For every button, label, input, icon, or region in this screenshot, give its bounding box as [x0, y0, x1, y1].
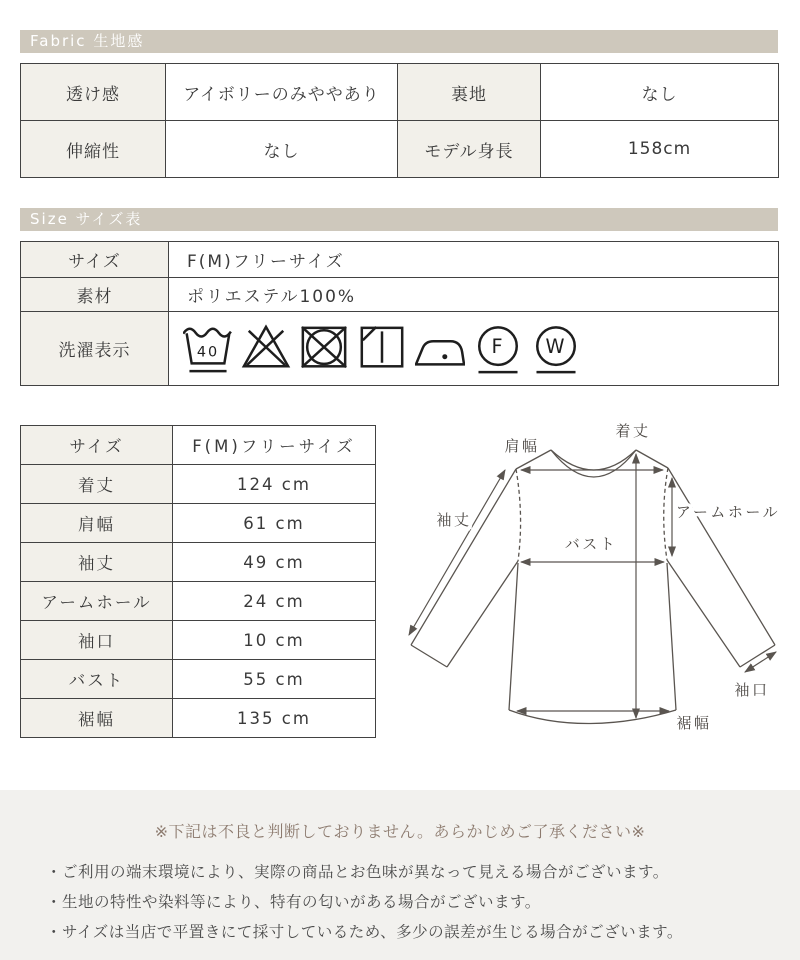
measurement-value: 55 cm — [173, 660, 376, 699]
size-value-material: ポリエステル100% — [169, 278, 779, 312]
fabric-value-lining: なし — [541, 64, 779, 121]
iron-low-heat-icon — [415, 320, 465, 378]
size-value-size: F(M)フリーサイズ — [169, 242, 779, 278]
notes-list — [0, 857, 800, 947]
table-row — [21, 699, 376, 738]
diagram-label-sleeve-length: 袖丈 — [436, 511, 472, 529]
dry-clean-F-gentle-icon — [473, 320, 523, 378]
fabric-value-model-height: 158cm — [541, 121, 779, 178]
measurement-value: 10 cm — [173, 621, 376, 660]
list-item: ・サイズは当店で平置きにて採寸しているため、多少の誤差が生じる場合がございます。 — [46, 923, 683, 941]
fabric-header-model-height: モデル身長 — [398, 121, 541, 178]
measurement-label: アームホール — [21, 582, 173, 621]
table-row — [21, 621, 376, 660]
list-item: ・ご利用の端末環境により、実際の商品とお色味が異なって見える場合がございます。 — [46, 863, 669, 881]
diagram-label-body-length: 着丈 — [615, 422, 651, 440]
table-row — [21, 312, 779, 386]
no-tumble-dry-icon — [299, 320, 349, 378]
garment-outline — [411, 450, 775, 724]
fabric-value-sheerness: アイボリーのみややあり — [166, 64, 398, 121]
measurement-label: 着丈 — [21, 465, 173, 504]
no-bleach-icon — [241, 320, 291, 378]
diagram-label-cuff: 袖口 — [734, 681, 770, 699]
measurement-label: 袖丈 — [21, 543, 173, 582]
table-row — [21, 465, 376, 504]
table-row — [21, 504, 376, 543]
wet-clean-W-gentle-icon — [531, 320, 581, 378]
size-header-material: 素材 — [21, 278, 169, 312]
wash-temp-label: 40 — [196, 344, 220, 361]
wash-40-gentle-icon — [183, 320, 233, 378]
measurement-value: 24 cm — [173, 582, 376, 621]
table-row — [21, 242, 779, 278]
table-row — [21, 64, 779, 121]
drip-dry-in-shade-icon — [357, 320, 407, 378]
wet-clean-letter: W — [545, 334, 567, 358]
fabric-table — [20, 63, 779, 178]
dry-clean-letter: F — [491, 334, 505, 358]
measurements-table — [20, 425, 376, 738]
fabric-header-stretch: 伸縮性 — [21, 121, 166, 178]
list-item: ・生地の特性や染料等により、特有の匂いがある場合がございます。 — [46, 893, 541, 911]
measurements-header-label: サイズ — [21, 426, 173, 465]
fabric-header-sheerness: 透け感 — [21, 64, 166, 121]
table-row — [21, 543, 376, 582]
notes-title: ※下記は不良と判断しておりません。あらかじめご了承ください※ — [154, 822, 646, 841]
size-table — [20, 241, 779, 386]
measurements-header-value: F(M)フリーサイズ — [173, 426, 376, 465]
table-row — [21, 582, 376, 621]
diagram-label-shoulder-width: 肩幅 — [504, 437, 540, 455]
measurement-label: 裾幅 — [21, 699, 173, 738]
care-symbols-cell — [169, 312, 779, 386]
measurement-value: 49 cm — [173, 543, 376, 582]
measurement-value: 124 cm — [173, 465, 376, 504]
table-row — [21, 278, 779, 312]
table-row — [21, 660, 376, 699]
size-header-care: 洗濯表示 — [21, 312, 169, 386]
measurement-label: 肩幅 — [21, 504, 173, 543]
table-row — [21, 121, 779, 178]
size-section-header: Size サイズ表 — [20, 208, 778, 231]
measurement-label: バスト — [21, 660, 173, 699]
fabric-value-stretch: なし — [166, 121, 398, 178]
diagram-label-hem-width: 裾幅 — [676, 714, 712, 732]
measurement-arrows — [409, 454, 776, 718]
measurement-label: 袖口 — [21, 621, 173, 660]
care-symbols-row — [183, 320, 778, 378]
fabric-header-lining: 裏地 — [398, 64, 541, 121]
diagram-label-armhole: アームホール — [675, 503, 781, 521]
garment-measurement-diagram — [390, 415, 800, 760]
diagram-label-bust: バスト — [564, 535, 618, 553]
notes-section — [0, 790, 800, 960]
table-row — [21, 426, 376, 465]
fabric-section-header: Fabric 生地感 — [20, 30, 778, 53]
measurement-value: 61 cm — [173, 504, 376, 543]
measurement-value: 135 cm — [173, 699, 376, 738]
size-header-size: サイズ — [21, 242, 169, 278]
